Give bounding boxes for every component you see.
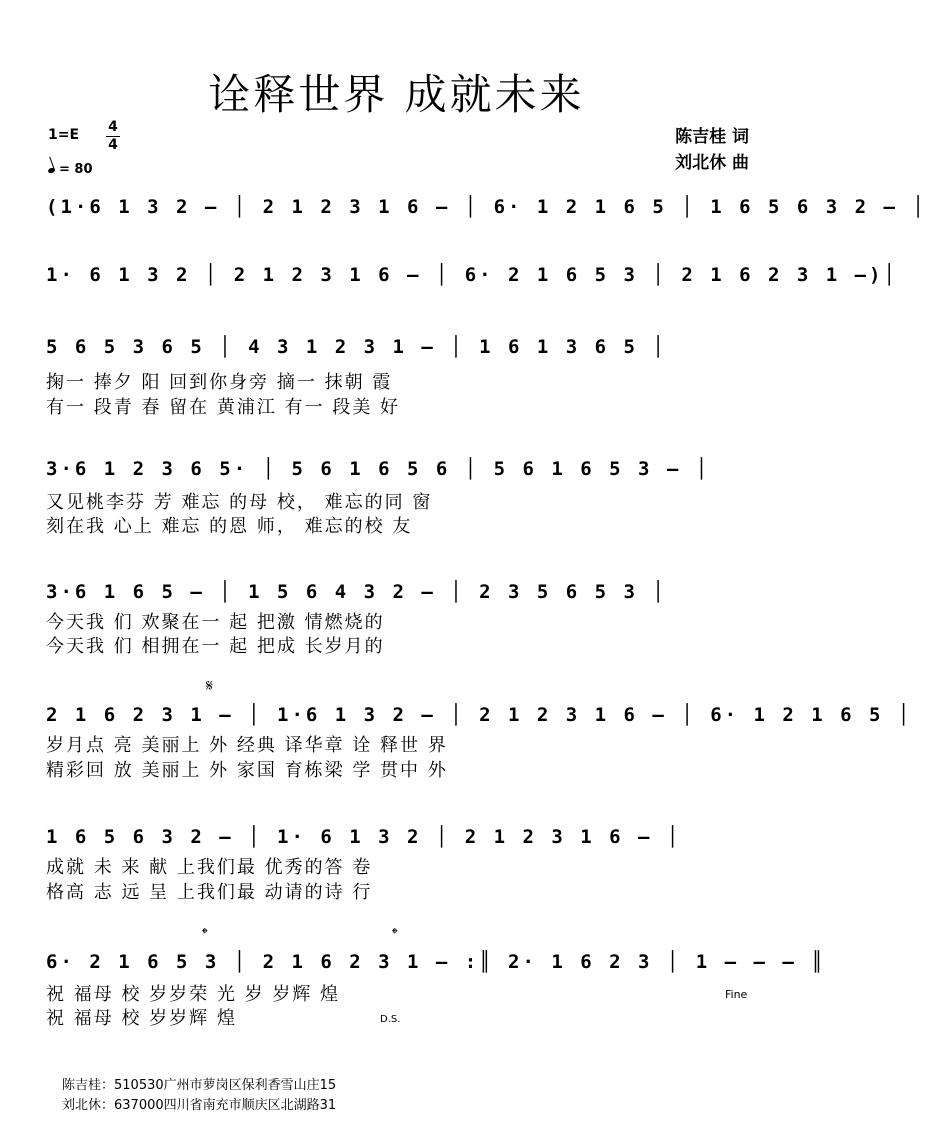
song-title: 诠释世界 成就未来 — [208, 70, 585, 119]
lyric-line-4-verse-1: 又见桃李芬 芳 难忘 的母 校， 难忘的同 窗 — [46, 492, 433, 513]
coda-sign-2: 𝄌 — [392, 924, 398, 943]
composer-credit: 刘北休 曲 — [675, 153, 749, 173]
fine-marking: Fine — [725, 988, 748, 1001]
key-signature: 1=E — [48, 127, 80, 143]
lyric-line-8-verse-1: 祝 福母 校 岁岁荣 光 岁 岁辉 煌 — [46, 984, 341, 1005]
segno-sign: 𝄋 — [206, 676, 213, 695]
lyric-line-6-verse-1: 岁月点 亮 美丽上 外 经典 译华章 诠 释世 界 — [46, 735, 448, 756]
notes-line-5: 3·6 1 6 5 – │ 1 5 6 4 3 2 – │ 2 3 5 6 5 3 │ — [46, 581, 667, 603]
staff-line-2 — [46, 258, 898, 298]
quarter-note-icon — [47, 167, 55, 174]
lyric-line-7-verse-1: 成就 未 来 献 上我们最 优秀的答 卷 — [46, 857, 373, 878]
lyricist-credit: 陈吉桂 词 — [675, 127, 749, 147]
footer-address-composer: 刘北休：637000四川省南充市顺庆区北湖路31 — [62, 1098, 337, 1113]
lyric-line-3-verse-2: 有一 段青 春 留在 黄浦江 有一 段美 好 — [46, 397, 401, 418]
coda-sign-1: 𝄌 — [202, 924, 208, 943]
time-signature-bottom: 4 — [108, 137, 118, 153]
notes-line-6: 2 1 6 2 3 1 – │ 1·6 1 3 2 – │ 2 1 2 3 1 6 – │ 6· 1 2 1 6 5 │ — [46, 704, 913, 726]
lyric-line-8-verse-2: 祝 福母 校 岁岁辉 煌 — [46, 1008, 237, 1029]
notes-line-1: (1·6 1 3 2 – │ 2 1 2 3 1 6 – │ 6· 1 2 1 6 5 │ 1 6 5 6 3 2 – │ — [46, 196, 927, 218]
staff-line-8 — [46, 945, 826, 985]
lyric-line-6-verse-2: 精彩回 放 美丽上 外 家国 育栋梁 学 贯中 外 — [46, 760, 448, 781]
notes-line-4: 3·6 1 2 3 6 5· │ 5 6 1 6 5 6 │ 5 6 1 6 5 3 – │ — [46, 458, 711, 480]
staff-line-3 — [46, 330, 752, 370]
notes-line-3: 5 6 5 3 6 5 │ 4 3 1 2 3 1 – │ 1 6 1 3 6 5 │ — [46, 336, 667, 358]
staff-line-1 — [46, 190, 927, 230]
lyric-line-4-verse-2: 刻在我 心上 难忘 的恩 师， 难忘的校 友 — [46, 516, 413, 537]
lyric-line-3-verse-1: 掬一 捧夕 阳 回到你身旁 摘一 抹朝 霞 — [46, 372, 393, 393]
notes-line-8: 6· 2 1 6 5 3 │ 2 1 6 2 3 1 – :║ 2· 1 6 2 3 │ 1 – – – ║ — [46, 951, 826, 973]
lyric-line-5-verse-2: 今天我 们 相拥在一 起 把成 长岁月的 — [46, 636, 385, 657]
time-signature — [106, 120, 120, 153]
lyric-line-5-verse-1: 今天我 们 欢聚在一 起 把激 情燃烧的 — [46, 612, 385, 633]
staff-line-4 — [46, 452, 752, 492]
notes-line-7: 1 6 5 6 3 2 – │ 1· 6 1 3 2 │ 2 1 2 3 1 6 – │ — [46, 826, 682, 848]
time-signature-top: 4 — [108, 119, 118, 135]
lyric-line-7-verse-2: 格高 志 远 呈 上我们最 动请的诗 行 — [46, 882, 373, 903]
tempo-value: = 80 — [59, 162, 93, 177]
tempo-marking — [48, 162, 93, 177]
footer-address-lyricist: 陈吉桂：510530广州市萝岗区保利香雪山庄15 — [62, 1078, 337, 1093]
notes-line-2: 1· 6 1 3 2 │ 2 1 2 3 1 6 – │ 6· 2 1 6 5 3 │ 2 1 6 2 3 1 –)│ — [46, 264, 898, 286]
ds-marking: D.S. — [380, 1014, 401, 1025]
